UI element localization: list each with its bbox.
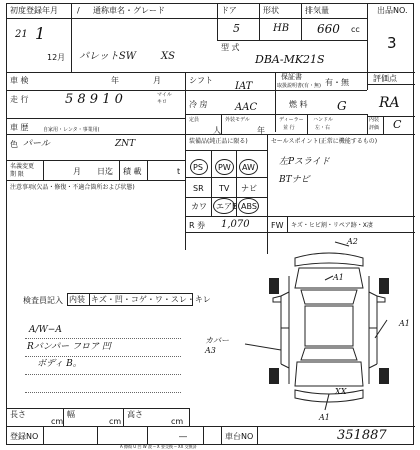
mile-unit-2: キロ xyxy=(157,99,168,105)
length-label: 長さ xyxy=(10,410,26,419)
interior-sub: 評価 xyxy=(369,125,380,131)
period-day: 日迄 xyxy=(97,167,113,176)
fw-items: キズ・ヒビ割・リペア跡・X凄 xyxy=(291,222,373,229)
equip-pw: PW xyxy=(218,163,231,172)
color-code: ZNT xyxy=(115,139,136,149)
equip-airbag: エアB xyxy=(216,202,238,211)
displacement-label: 排気量 xyxy=(305,6,329,15)
grade: XS xyxy=(161,51,175,62)
reg-month-label: 12月 xyxy=(47,53,66,62)
shape-value: HB xyxy=(273,23,290,34)
lot-label: 出品NO. xyxy=(377,6,408,15)
ac-value: AAC xyxy=(235,102,258,113)
capacity-unit: 人 xyxy=(213,126,221,135)
diagram-mark-a1-bottom: A1 xyxy=(319,413,330,422)
displacement-value: 660 xyxy=(317,22,340,36)
sales-point-1: 左Pスライド xyxy=(279,157,330,167)
car-name: パレットSW xyxy=(79,51,137,62)
legend-line: A 擦傷 U 凹 W 波 ─ X 要交換 ─ XX 交換済 xyxy=(120,444,197,449)
mileage-label: 走 行 xyxy=(10,95,29,104)
reg-month-num: 1 xyxy=(35,24,46,43)
dealer-label: ディーラー xyxy=(279,117,304,123)
equip-navi: ナビ xyxy=(241,184,257,193)
ac-label: 冷 房 xyxy=(189,100,208,109)
handle-choice: 左・右 xyxy=(315,125,331,131)
shaken-label: 車 検 xyxy=(10,76,29,85)
color-value: パール xyxy=(23,139,50,149)
shift-value: IAT xyxy=(235,81,253,92)
diagram-mark-xx: XX xyxy=(335,387,347,396)
inspector-naiso: 内装 xyxy=(69,295,85,304)
note-2: Rバンパー フロア 凹 xyxy=(27,342,111,352)
reg-no-dash: ― xyxy=(179,432,187,441)
cc-unit: cc xyxy=(351,25,360,34)
equip-tv: TV xyxy=(219,184,230,193)
equip-leather: カワ xyxy=(191,202,207,211)
inspection-sheet xyxy=(6,3,414,445)
model-code: DBA-MK21S xyxy=(255,53,325,66)
accumulate-label: 積 載 xyxy=(123,167,142,176)
history-label: 車 歴 xyxy=(10,123,29,132)
r-ticket-label: R 券 xyxy=(189,221,206,230)
width-cm: cm xyxy=(109,417,122,426)
height-label: 高さ xyxy=(127,410,143,419)
sales-point-2: BTナビ xyxy=(279,175,310,185)
equipment-label: 装備品(純正品に限る) xyxy=(189,138,248,145)
door-count: 5 xyxy=(233,22,240,35)
cover-annotation: カバー A3 xyxy=(205,336,229,356)
ext-year-label: 年 xyxy=(257,126,265,135)
t-unit: t xyxy=(177,167,181,176)
slash-mark: / xyxy=(77,6,80,15)
width-label: 幅 xyxy=(67,410,75,419)
reg-no-label: 登録NO xyxy=(10,432,39,441)
inspector-label: 検査員記入 xyxy=(23,296,63,305)
equip-ps: PS xyxy=(193,163,203,172)
parallel-label: 並 行 xyxy=(283,125,295,131)
notes-label: 注意事項(欠品・修復・不適合箇所および状態) xyxy=(10,184,135,191)
name-change-label-1: 名義変更 xyxy=(10,163,35,170)
length-cm: cm xyxy=(51,417,64,426)
car-number: 351887 xyxy=(337,428,387,443)
note-1: A/W−A xyxy=(29,325,62,335)
shift-label: シフト xyxy=(189,76,213,85)
handle-label: ハンドル xyxy=(313,117,334,123)
certificate-label: 保証書 xyxy=(281,73,302,81)
mile-unit-1: マイル xyxy=(157,92,172,98)
record-number: 1,070 xyxy=(221,219,250,230)
equip-aw: AW xyxy=(242,163,255,172)
ext-model-label: 外装モデル xyxy=(225,117,250,123)
equip-abs: ABS xyxy=(241,202,257,211)
mileage-digits: 5 8 9 1 0 xyxy=(65,92,123,107)
shaken-year: 年 xyxy=(111,76,119,85)
sales-point-label: セールスポイント(正常に機能するもの) xyxy=(271,138,378,145)
first-reg-label: 初度登録年月 xyxy=(10,6,58,15)
shaken-month: 月 xyxy=(153,76,161,85)
car-damage-diagram xyxy=(259,237,399,420)
diagram-mark-a2: A2 xyxy=(347,237,358,246)
interior-label: 内装 xyxy=(369,117,380,123)
diagram-mark-a1-top: A1 xyxy=(333,273,344,282)
inspector-items: キズ・凹・コゲ・ワ・スレ・キレ xyxy=(91,295,211,304)
lot-number: 3 xyxy=(387,34,397,52)
rating-value: RA xyxy=(379,95,400,111)
model-type-label: 型 式 xyxy=(221,43,240,52)
reg-year: 21 xyxy=(15,29,28,40)
height-cm: cm xyxy=(171,417,184,426)
car-no-label: 車台NO xyxy=(225,432,254,441)
period-month: 月 xyxy=(73,167,81,176)
note-3: ボディ B。 xyxy=(37,359,82,369)
fuel-label: 燃 料 xyxy=(289,100,308,109)
capacity-label: 定員 xyxy=(189,117,200,123)
model-name-label: 通称車名・グレード xyxy=(93,6,165,15)
color-label: 色 xyxy=(10,140,18,149)
fw-label: FW xyxy=(271,221,284,230)
certificate-sub: 取扱説明書(有・無) xyxy=(277,83,321,89)
diagram-mark-a1-right: A1 xyxy=(399,319,410,328)
certificate-choice: 有・無 xyxy=(325,78,349,87)
door-label: ドア xyxy=(221,6,237,15)
interior-grade: C xyxy=(393,118,402,131)
rating-label: 評価点 xyxy=(373,74,397,83)
equip-sr: SR xyxy=(193,184,204,193)
history-sub: 自家用・レンタ・事業用( xyxy=(43,127,100,133)
fuel-value: G xyxy=(337,99,347,113)
name-change-label-2: 期 限 xyxy=(10,171,24,178)
shape-label: 形状 xyxy=(263,6,279,15)
